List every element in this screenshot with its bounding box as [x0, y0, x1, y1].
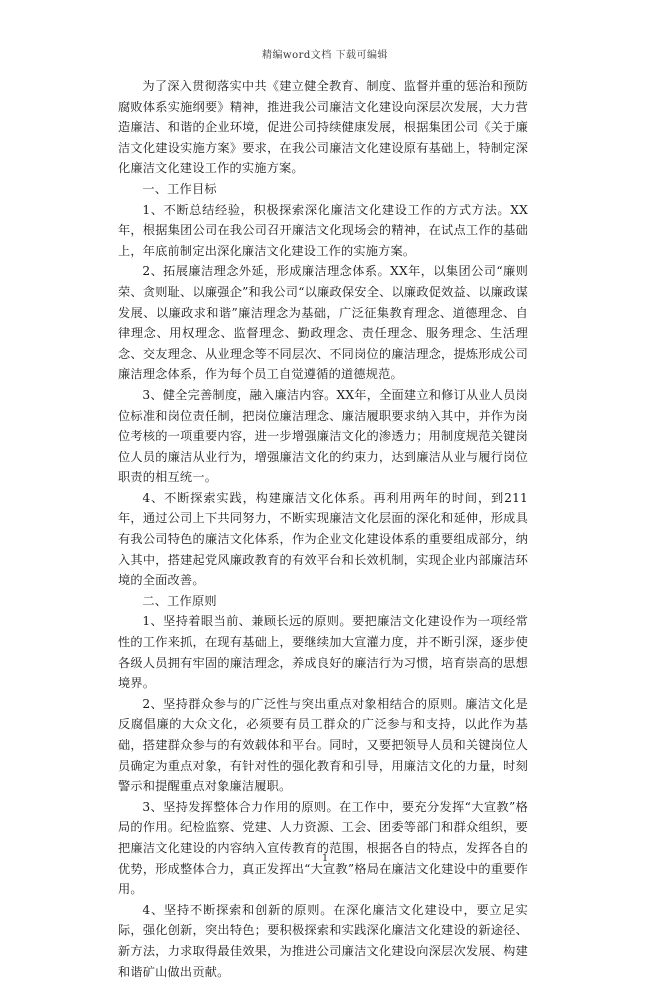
goal-paragraph-2: 2、拓展廉洁理念外延，形成廉洁理念体系。XX年，以集团公司“廉则荣、贪则耻、以廉强企”和我公司“以廉政保安全、以廉政促效益、以廉政谋发展、以廉政求和谐”廉洁理念为基础，广泛征集教育理念、道德理念、自律理念、用权理念、监督理念、勤政理念、责任理念、服务理念、生活理念、交友理念、从业理念等不同层次、不同岗位的廉洁理念，提炼形成公司廉洁理念体系，作为每个员工自觉遵循的道德规范。: [118, 264, 528, 382]
page-header: 精编word文档 下载可编辑: [262, 50, 388, 61]
goal-paragraph-1: 1、不断总结经验，积极探索深化廉洁文化建设工作的方式方法。XX年，根据集团公司在我公司召开廉洁文化现场会的精神，在试点工作的基础上，年底前制定出深化廉洁文化建设工作的实施方案。: [118, 202, 528, 258]
goal-paragraph-4: 4、不断探索实践，构建廉洁文化体系。再利用两年的时间，到211年，通过公司上下共同努力，不断实现廉洁文化层面的深化和延伸，形成具有我公司特色的廉洁文化体系，作为企业文化建设体系的重要组成部分，纳入其中，搭建起党风廉政教育的有效平台和长效机制，实现企业内部廉洁环境的全面改善。: [118, 490, 528, 588]
goal-paragraph-3: 3、健全完善制度，融入廉洁内容。XX年，全面建立和修订从业人员岗位标准和岗位责任制，把岗位廉洁理念、廉洁履职要求纳入其中，并作为岗位考核的一项重要内容，进一步增强廉洁文化的渗透力；用制度规范关键岗位人员的廉洁从业行为，增强廉洁文化的约束力，达到廉洁从业与履行岗位职责的相互统一。: [118, 387, 528, 485]
section-heading-goals: 一、工作目标: [142, 181, 217, 196]
principle-paragraph-4: 4、坚持不断探索和创新的原则。在深化廉洁文化建设中，要立足实际，强化创新，突出特色；要积极探索和实践深化廉洁文化建设的新途径、新方法，力求取得最佳效果，为推进公司廉洁文化建设向深层次发展、构建和谐矿山做出贡献。: [118, 902, 528, 979]
principle-paragraph-2: 2、坚持群众参与的广泛性与突出重点对象相结合的原则。廉洁文化是反腐倡廉的大众文化，必须要有员工群众的广泛参与和支持，以此作为基础，搭建群众参与的有效载体和平台。同时，又要把领导人员和关键岗位人员确定为重点对象，有针对性的强化教育和引导，用廉洁文化的力量，时刻警示和提醒重点对象廉洁履职。: [118, 696, 528, 794]
intro-paragraph: 为了深入贯彻落实中共《建立健全教育、制度、监督并重的惩治和预防腐败体系实施纲要》精神，推进我公司廉洁文化建设向深层次发展，大力营造廉洁、和谐的企业环境，促进公司持续健康发展，根据集团公司《关于廉洁文化建设实施方案》要求，在我公司廉洁文化建设原有基础上，特制定深化廉洁文化建设工作的实施方案。: [118, 79, 528, 176]
principle-paragraph-3: 3、坚持发挥整体合力作用的原则。在工作中，要充分发挥“大宣教”格局的作用。纪检监察、党建、人力资源、工会、团委等部门和群众组织，要把廉洁文化建设的内容纳入宣传教育的范围，根据各自的特点，发挥各自的优势，形成整体合力，真正发挥出“大宣教”格局在廉洁文化建设中的重要作用。: [118, 799, 528, 897]
document-body: [118, 76, 528, 982]
section-heading-principles: 二、工作原则: [142, 593, 217, 608]
page-number: 1: [321, 853, 329, 864]
principle-paragraph-1: 1、坚持着眼当前、兼顾长远的原则。要把廉洁文化建设作为一项经常性的工作来抓，在现有基础上，要继续加大宣灌力度，并不断引深，逐步使各级人员拥有牢固的廉洁理念，养成良好的廉洁行为习惯，培育崇高的思想境界。: [118, 614, 528, 691]
